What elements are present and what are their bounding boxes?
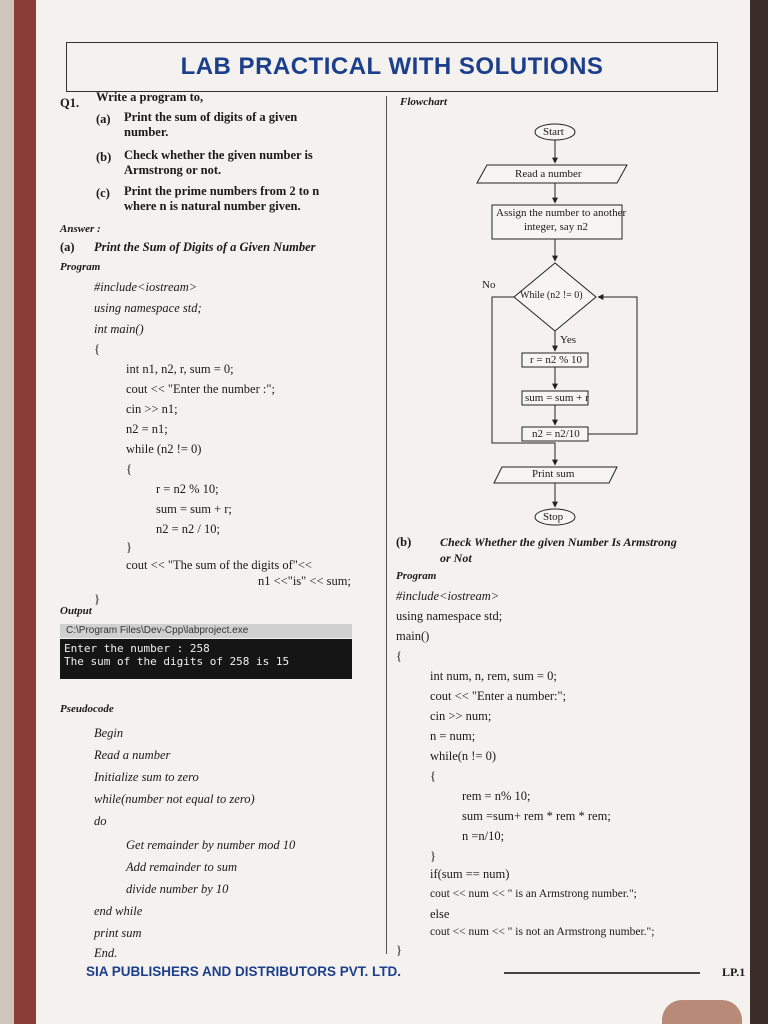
program-heading: Program bbox=[60, 261, 101, 273]
code-line: rem = n% 10; bbox=[462, 789, 531, 803]
question-a-line2: number. bbox=[124, 125, 169, 139]
banner-title: LAB PRACTICAL WITH SOLUTIONS bbox=[180, 53, 604, 80]
code-line: } bbox=[396, 943, 402, 957]
flowchart-stop: Stop bbox=[543, 511, 564, 523]
flowchart-assign-line2: integer, say n2 bbox=[524, 221, 589, 233]
flowchart-start: Start bbox=[543, 126, 564, 138]
flowchart-r: r = n2 % 10 bbox=[530, 354, 583, 366]
flowchart-no-label: No bbox=[482, 279, 496, 291]
code-line: #include<iostream> bbox=[396, 589, 500, 603]
pseudo-line: Add remainder to sum bbox=[126, 860, 237, 874]
flowchart-sum: sum = sum + r bbox=[525, 392, 589, 404]
code-line: n2 = n1; bbox=[126, 422, 168, 436]
code-line: } bbox=[430, 849, 436, 863]
code-line: sum = sum + r; bbox=[156, 502, 232, 516]
code-line: using namespace std; bbox=[94, 301, 202, 315]
code-line: r = n2 % 10; bbox=[156, 482, 219, 496]
part-a-title: Print the Sum of Digits of a Given Number bbox=[94, 240, 316, 254]
question-c-line1: Print the prime numbers from 2 to n bbox=[124, 184, 320, 198]
pseudo-line: Begin bbox=[94, 726, 124, 740]
question-c-line2: where n is natural number given. bbox=[124, 199, 301, 213]
pseudo-line: end while bbox=[94, 904, 143, 918]
pseudo-line: do bbox=[94, 814, 107, 828]
code-line: int n1, n2, r, sum = 0; bbox=[126, 362, 234, 376]
question-a-label: (a) bbox=[96, 112, 111, 126]
page-number: LP.1 bbox=[722, 965, 746, 979]
code-line: else bbox=[430, 907, 450, 921]
code-line: int num, n, rem, sum = 0; bbox=[430, 669, 557, 683]
part-b-label: (b) bbox=[396, 535, 412, 549]
question-intro: Write a program to, bbox=[96, 90, 204, 104]
code-line: } bbox=[94, 592, 100, 606]
code-line: { bbox=[430, 769, 436, 783]
flowchart-yes-label: Yes bbox=[560, 334, 577, 346]
thumb bbox=[662, 1000, 742, 1024]
part-b-title-line2: or Not bbox=[440, 551, 472, 565]
book-page bbox=[36, 0, 750, 1024]
code-line: cin >> num; bbox=[430, 709, 492, 723]
publisher-footer: SIA PUBLISHERS AND DISTRIBUTORS PVT. LTD. bbox=[86, 964, 402, 979]
flowchart-print: Print sum bbox=[532, 468, 575, 480]
code-line: while(n != 0) bbox=[430, 749, 497, 763]
pseudo-line: print sum bbox=[94, 926, 142, 940]
console-output bbox=[60, 639, 352, 679]
code-line: cin >> n1; bbox=[126, 402, 178, 416]
part-b-title-line1: Check Whether the given Number Is Armstrong bbox=[440, 535, 677, 549]
question-b-line2: Armstrong or not. bbox=[124, 163, 222, 177]
code-line: n = num; bbox=[430, 729, 476, 743]
pseudo-line: divide number by 10 bbox=[126, 882, 229, 896]
code-line: n2 = n2 / 10; bbox=[156, 522, 220, 536]
code-line: cout << num << " is an Armstrong number."; bbox=[430, 888, 637, 900]
pseudo-line: Initialize sum to zero bbox=[94, 770, 199, 784]
code-line: { bbox=[94, 342, 100, 356]
page-banner bbox=[66, 42, 718, 92]
code-line: } bbox=[126, 540, 132, 554]
console-title-bar: C:\Program Files\Dev-Cpp\labproject.exe bbox=[60, 624, 352, 638]
pseudo-line: End. bbox=[94, 946, 118, 960]
code-line: { bbox=[126, 462, 132, 476]
console-line: The sum of the digits of 258 is 15 bbox=[64, 655, 290, 668]
output-heading: Output bbox=[60, 605, 92, 617]
program-heading: Program bbox=[396, 570, 437, 582]
part-a-label: (a) bbox=[60, 240, 75, 254]
code-line: cout << num << " is not an Armstrong number."; bbox=[430, 926, 655, 938]
code-line: cout << "The sum of the digits of"<< bbox=[126, 558, 312, 572]
code-line: n =n/10; bbox=[462, 829, 505, 843]
book-spine bbox=[14, 0, 36, 1024]
code-line: cout << "Enter a number:"; bbox=[430, 689, 567, 703]
flowchart-heading: Flowchart bbox=[400, 96, 448, 108]
code-line: cout << "Enter the number :"; bbox=[126, 382, 275, 396]
pseudo-line: Get remainder by number mod 10 bbox=[126, 838, 296, 852]
question-a-line1: Print the sum of digits of a given bbox=[124, 110, 298, 124]
flowchart-assign-line1: Assign the number to another bbox=[496, 207, 627, 219]
code-line: int main() bbox=[94, 322, 144, 336]
console-line: Enter the number : 258 bbox=[64, 642, 210, 655]
pseudo-line: while(number not equal to zero) bbox=[94, 792, 255, 806]
flowchart-read: Read a number bbox=[515, 168, 582, 180]
column-divider bbox=[386, 96, 387, 954]
code-line: sum =sum+ rem * rem * rem; bbox=[462, 809, 611, 823]
question-number: Q1. bbox=[60, 96, 80, 110]
pseudocode-heading: Pseudocode bbox=[60, 703, 114, 715]
footer-rule bbox=[504, 972, 700, 974]
code-line: { bbox=[396, 649, 402, 663]
code-line: using namespace std; bbox=[396, 609, 503, 623]
code-line: if(sum == num) bbox=[430, 867, 510, 881]
answer-label: Answer : bbox=[60, 223, 101, 235]
code-line: while (n2 != 0) bbox=[126, 442, 202, 456]
code-line: main() bbox=[396, 629, 430, 643]
flowchart-decision: While (n2 != 0) bbox=[520, 290, 583, 301]
question-b-label: (b) bbox=[96, 150, 112, 164]
pseudo-line: Read a number bbox=[94, 748, 171, 762]
question-b-line1: Check whether the given number is bbox=[124, 148, 313, 162]
code-line: n1 <<"is" << sum; bbox=[258, 574, 351, 588]
flowchart-n2: n2 = n2/10 bbox=[532, 428, 580, 440]
code-line: #include<iostream> bbox=[94, 280, 198, 294]
question-c-label: (c) bbox=[96, 186, 110, 200]
